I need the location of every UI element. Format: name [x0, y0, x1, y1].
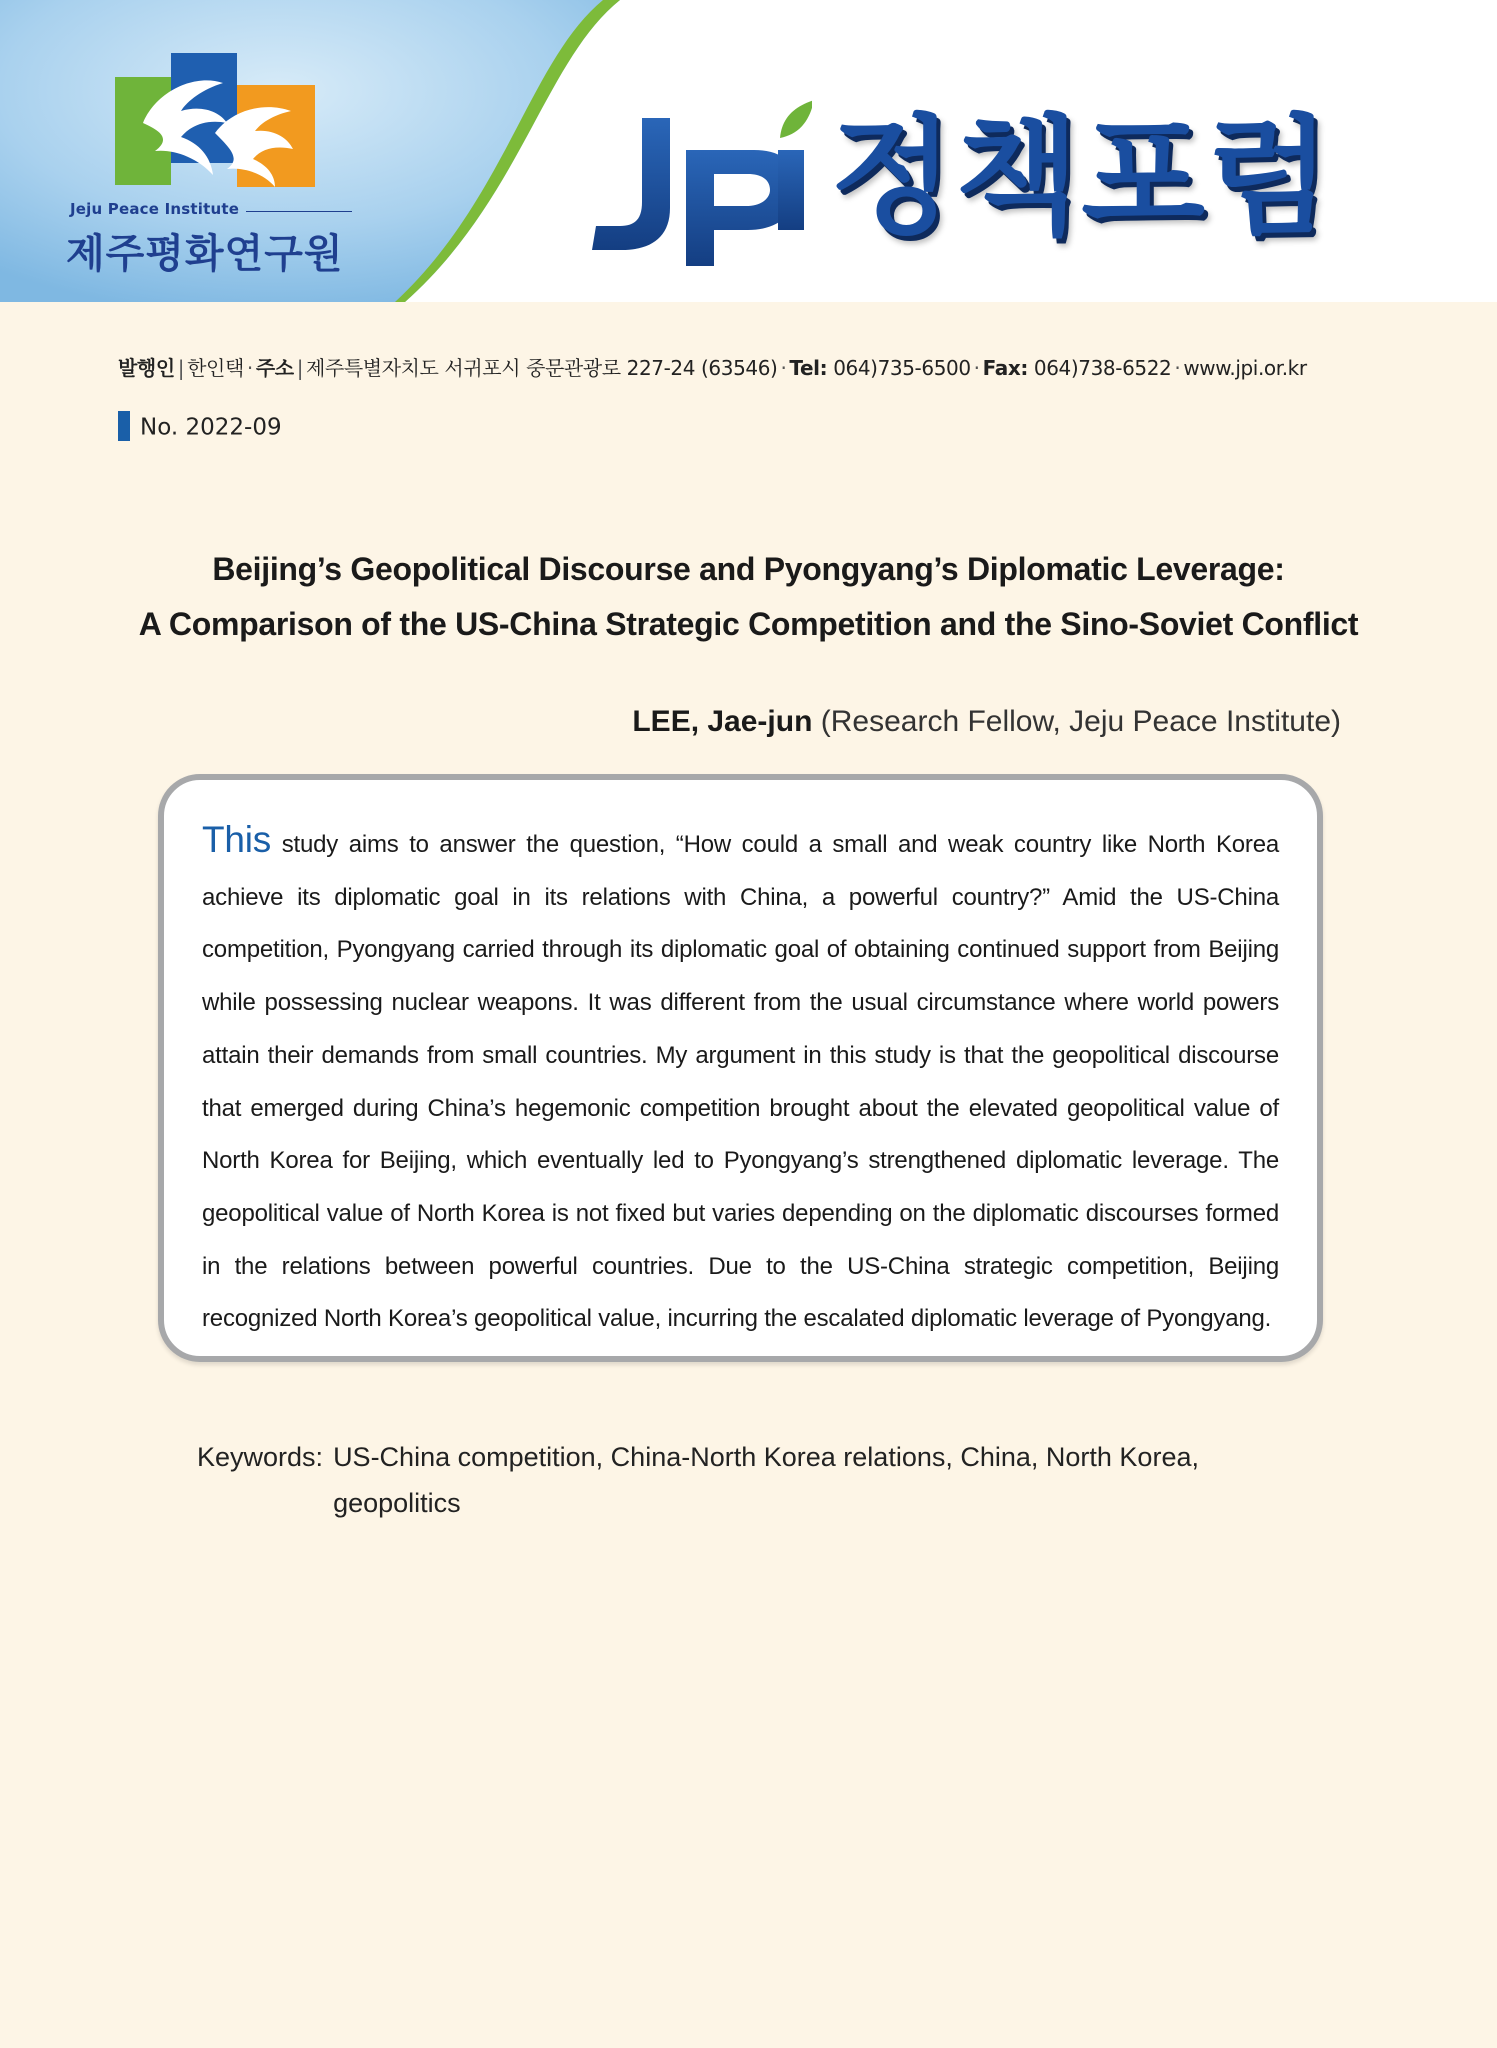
issue-number	[118, 413, 282, 443]
abstract-box	[158, 774, 1323, 1362]
keywords-label: Keywords:	[197, 1442, 324, 1472]
title-line-2: A Comparison of the US-China Strategic Competition and the Sino-Soviet Conflict	[138, 606, 1359, 642]
fax-value: 064)738-6522	[1033, 356, 1172, 380]
publisher-name: 한인택	[187, 356, 244, 380]
publisher-info: 발행인 | 한인택 · 주소 | 제주특별자치도 서귀포시 중문관광로 227-24 (63546) · Tel: 064)735-6500 · Fax: 064)738-6522 · www.jpi.or.kr	[118, 356, 1307, 380]
brand-title: 정책포럼	[830, 103, 1333, 252]
address-label: 주소	[255, 356, 294, 380]
address-value: 제주특별자치도 서귀포시 중문관광로 227-24 (63546)	[306, 356, 778, 380]
title-line-1: Beijing’s Geopolitical Discourse and Pyongyang’s Diplomatic Leverage:	[212, 551, 1285, 587]
jpi-brand-mark-icon	[582, 98, 812, 268]
jpi-logo-icon	[115, 53, 315, 191]
keywords-list: US-China competition, China-North Korea relations, China, North Korea, geopolitics	[333, 1442, 1199, 1518]
tel-label: Tel:	[789, 356, 828, 380]
abstract-lead-word: This	[202, 819, 272, 860]
abstract-body: study aims to answer the question, “How could a small and weak country like North Korea achieve its diplomatic goal in its relations with China, a powerful country?” Amid the US-China competition, Pyongyang carried through its diplomatic goal of obtaining continued support from Beijing while possessing nuclear weapons. It was different from the usual circumstance where world powers attain their demands from small countries. My argument in this study is that the geopolitical discourse that emerged during China’s hegemonic competition brought about the elevated geopolitical value of North Korea for Beijing, which eventually led to Pyongyang’s strengthened diplomatic leverage. The geopolitical value of North Korea is not fixed but varies depending on the diplomatic discourses formed in the relations between powerful countries. Due to the US-China strategic competition, Beijing recognized North Korea’s geopolitical value, incurring the escalated diplomatic leverage of Pyongyang.	[202, 831, 1279, 1333]
logo-divider	[246, 211, 352, 212]
author-name: LEE, Jae-jun	[632, 705, 813, 738]
issue-bar-marker	[118, 411, 130, 441]
publisher-label: 발행인	[118, 356, 175, 380]
keywords	[197, 1434, 1297, 1526]
author-line	[632, 705, 1341, 739]
logo-english-name: Jeju Peace Institute	[70, 200, 240, 218]
tel-value: 064)735-6500	[833, 356, 971, 380]
abstract-text	[202, 814, 1279, 1346]
fax-label: Fax:	[982, 356, 1028, 380]
website-link[interactable]: www.jpi.or.kr	[1183, 356, 1307, 380]
issue-label: No. 2022-09	[140, 414, 282, 441]
author-affiliation: (Research Fellow, Jeju Peace Institute)	[820, 705, 1341, 738]
logo-korean-name: 제주평화연구원	[66, 231, 344, 277]
document-title	[60, 542, 1437, 652]
